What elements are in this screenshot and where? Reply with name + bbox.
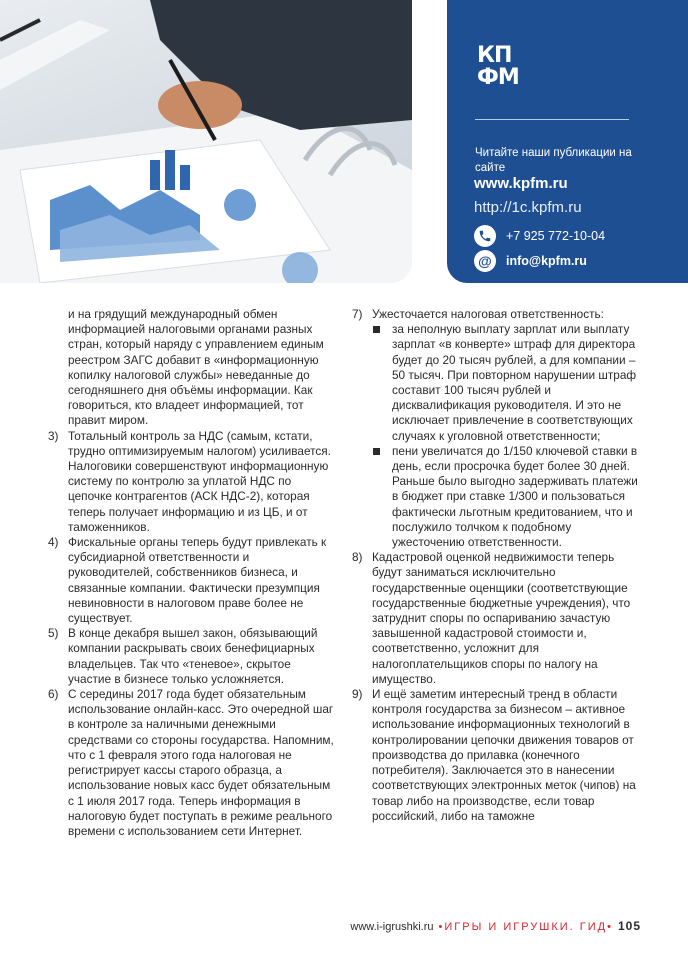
list-item	[352, 307, 644, 322]
site-primary-link[interactable]: www.kpfm.ru	[474, 175, 568, 192]
item-text: В конце декабря вышел закон, обязывающий компании раскрывать своих бенефициарных владельцев. Так что «теневое», скрытое участие в бизнесе только усложняется.	[68, 626, 318, 686]
promo-lead: Читайте наши публикации на сайте	[475, 147, 632, 174]
promo-divider	[475, 119, 629, 120]
item-number: 9)	[352, 687, 363, 702]
bullet-text: за неполную выплату зарплат или выплату зарплат «в конверте» штраф для директора будет до 20 тысяч рублей, а для компании – 50 тысяч. При повторном нарушении штраф составит 100 тысяч рублей и дисквалификация руководителя. И это не исключает привлечение в соответствующих случаях к уголовной ответственности;	[392, 322, 637, 443]
square-bullet-icon	[372, 322, 392, 444]
item-text: Тотальный контроль за НДС (самым, кстати, трудно оптимизируемым налогом) усиливается. Налоговики совершенствуют информационную систему по контролю за уплатой НДС по цепочке контрагентов (АСК НДС-2), которая теперь получает информацию и из ЦБ, и от таможенников.	[68, 428, 331, 534]
at-sign-icon: @	[474, 250, 496, 272]
page-number: 105	[617, 919, 641, 933]
item-number: 3)	[48, 428, 59, 443]
list-item	[352, 687, 644, 824]
promo-panel	[447, 0, 688, 283]
item-text: Фискальные органы теперь будут привлекать к субсидиарной ответственности и руководителей, собственников бизнеса, и связанные компании. Фактически презумпция невиновности в налоговом праве более не существует.	[68, 535, 327, 626]
footer-brand: •ИГРЫ И ИГРУШКИ. ГИД•	[438, 921, 613, 933]
bullet-item	[372, 444, 644, 550]
email-row[interactable]	[474, 249, 587, 273]
page-footer	[350, 919, 641, 933]
list-item	[48, 687, 336, 839]
left-column	[48, 307, 336, 839]
item-text: С середины 2017 года будет обязательным использование онлайн-касс. Это очередной шаг в контроле за наличными денежными средствами со стороны государства. Напомним, что с 1 февраля этого года налоговая не регистрирует кассы старого образца, а использование новых касс будет обязательным с 1 июля 2017 года. Теперь информация в налоговую будет поступать в режиме реального времени с использованием сети Интернет.	[68, 687, 334, 838]
logo-top: КП	[477, 43, 512, 68]
item-number: 4)	[48, 535, 59, 550]
list-item	[48, 535, 336, 626]
list-item	[48, 429, 336, 535]
item-number: 6)	[48, 687, 59, 702]
logo-bottom: ФМ	[477, 65, 519, 90]
footer-url[interactable]: www.i-igrushki.ru	[350, 921, 434, 933]
list-item	[352, 550, 644, 687]
continuation-paragraph: и на грядущий международный обмен информацией налоговыми органами разных стран, который наряду с управлением единым реестром ЗАГС добавит в «информационную копилку налоговой службы» неведанные до сегодняшнего дня объёмы информации. Как говориться, кто владеет информацией, тот правит миром.	[68, 307, 324, 428]
site-secondary-link[interactable]: http://1c.kpfm.ru	[474, 199, 582, 216]
item-text: И ещё заметим интересный тренд в области контроля государства за бизнесом – активное использование информационных технологий в контролировании цепочки движения товаров от производства до прилавка (конечного потребителя). Заключается это в нанесении соответствующих электронных меток (чипов) на товар либо на производстве, если товар российский, либо на таможне	[372, 687, 636, 823]
right-column	[352, 307, 644, 824]
square-bullet-icon	[372, 444, 392, 550]
phone-icon	[474, 225, 496, 247]
phone-number: +7 925 772-10-04	[506, 229, 606, 243]
item-number: 5)	[48, 626, 59, 641]
item-number: 8)	[352, 550, 363, 565]
kpfm-logo	[477, 45, 517, 89]
bullet-item	[372, 322, 644, 444]
bullet-text: пени увеличатся до 1/150 ключевой ставки в день, если просрочка будет более 30 дней. Раньше было выгодно задерживать платежи в бюджет при ставке 1/300 и пользоваться фактически льготным кредитованием, что и послужило толчком к подобному ужесточению ответственности.	[392, 443, 638, 550]
item-text: Ужесточается налоговая ответственность:	[372, 307, 604, 321]
item-number: 7)	[352, 307, 363, 321]
header-photo	[0, 0, 412, 283]
phone-row[interactable]	[474, 224, 605, 248]
item-text: Кадастровой оценкой недвижимости теперь будут заниматься исключительно государственные оценщики (соответствующие государственные бюджетные учреждения), что затруднит споры по оспариванию зачастую завышенной кадастровой стоимости и, соответственно, усложнит для налогоплательщиков споры по налогу на имущество.	[372, 550, 631, 686]
list-item	[48, 626, 336, 687]
email-address: info@kpfm.ru	[506, 254, 587, 268]
